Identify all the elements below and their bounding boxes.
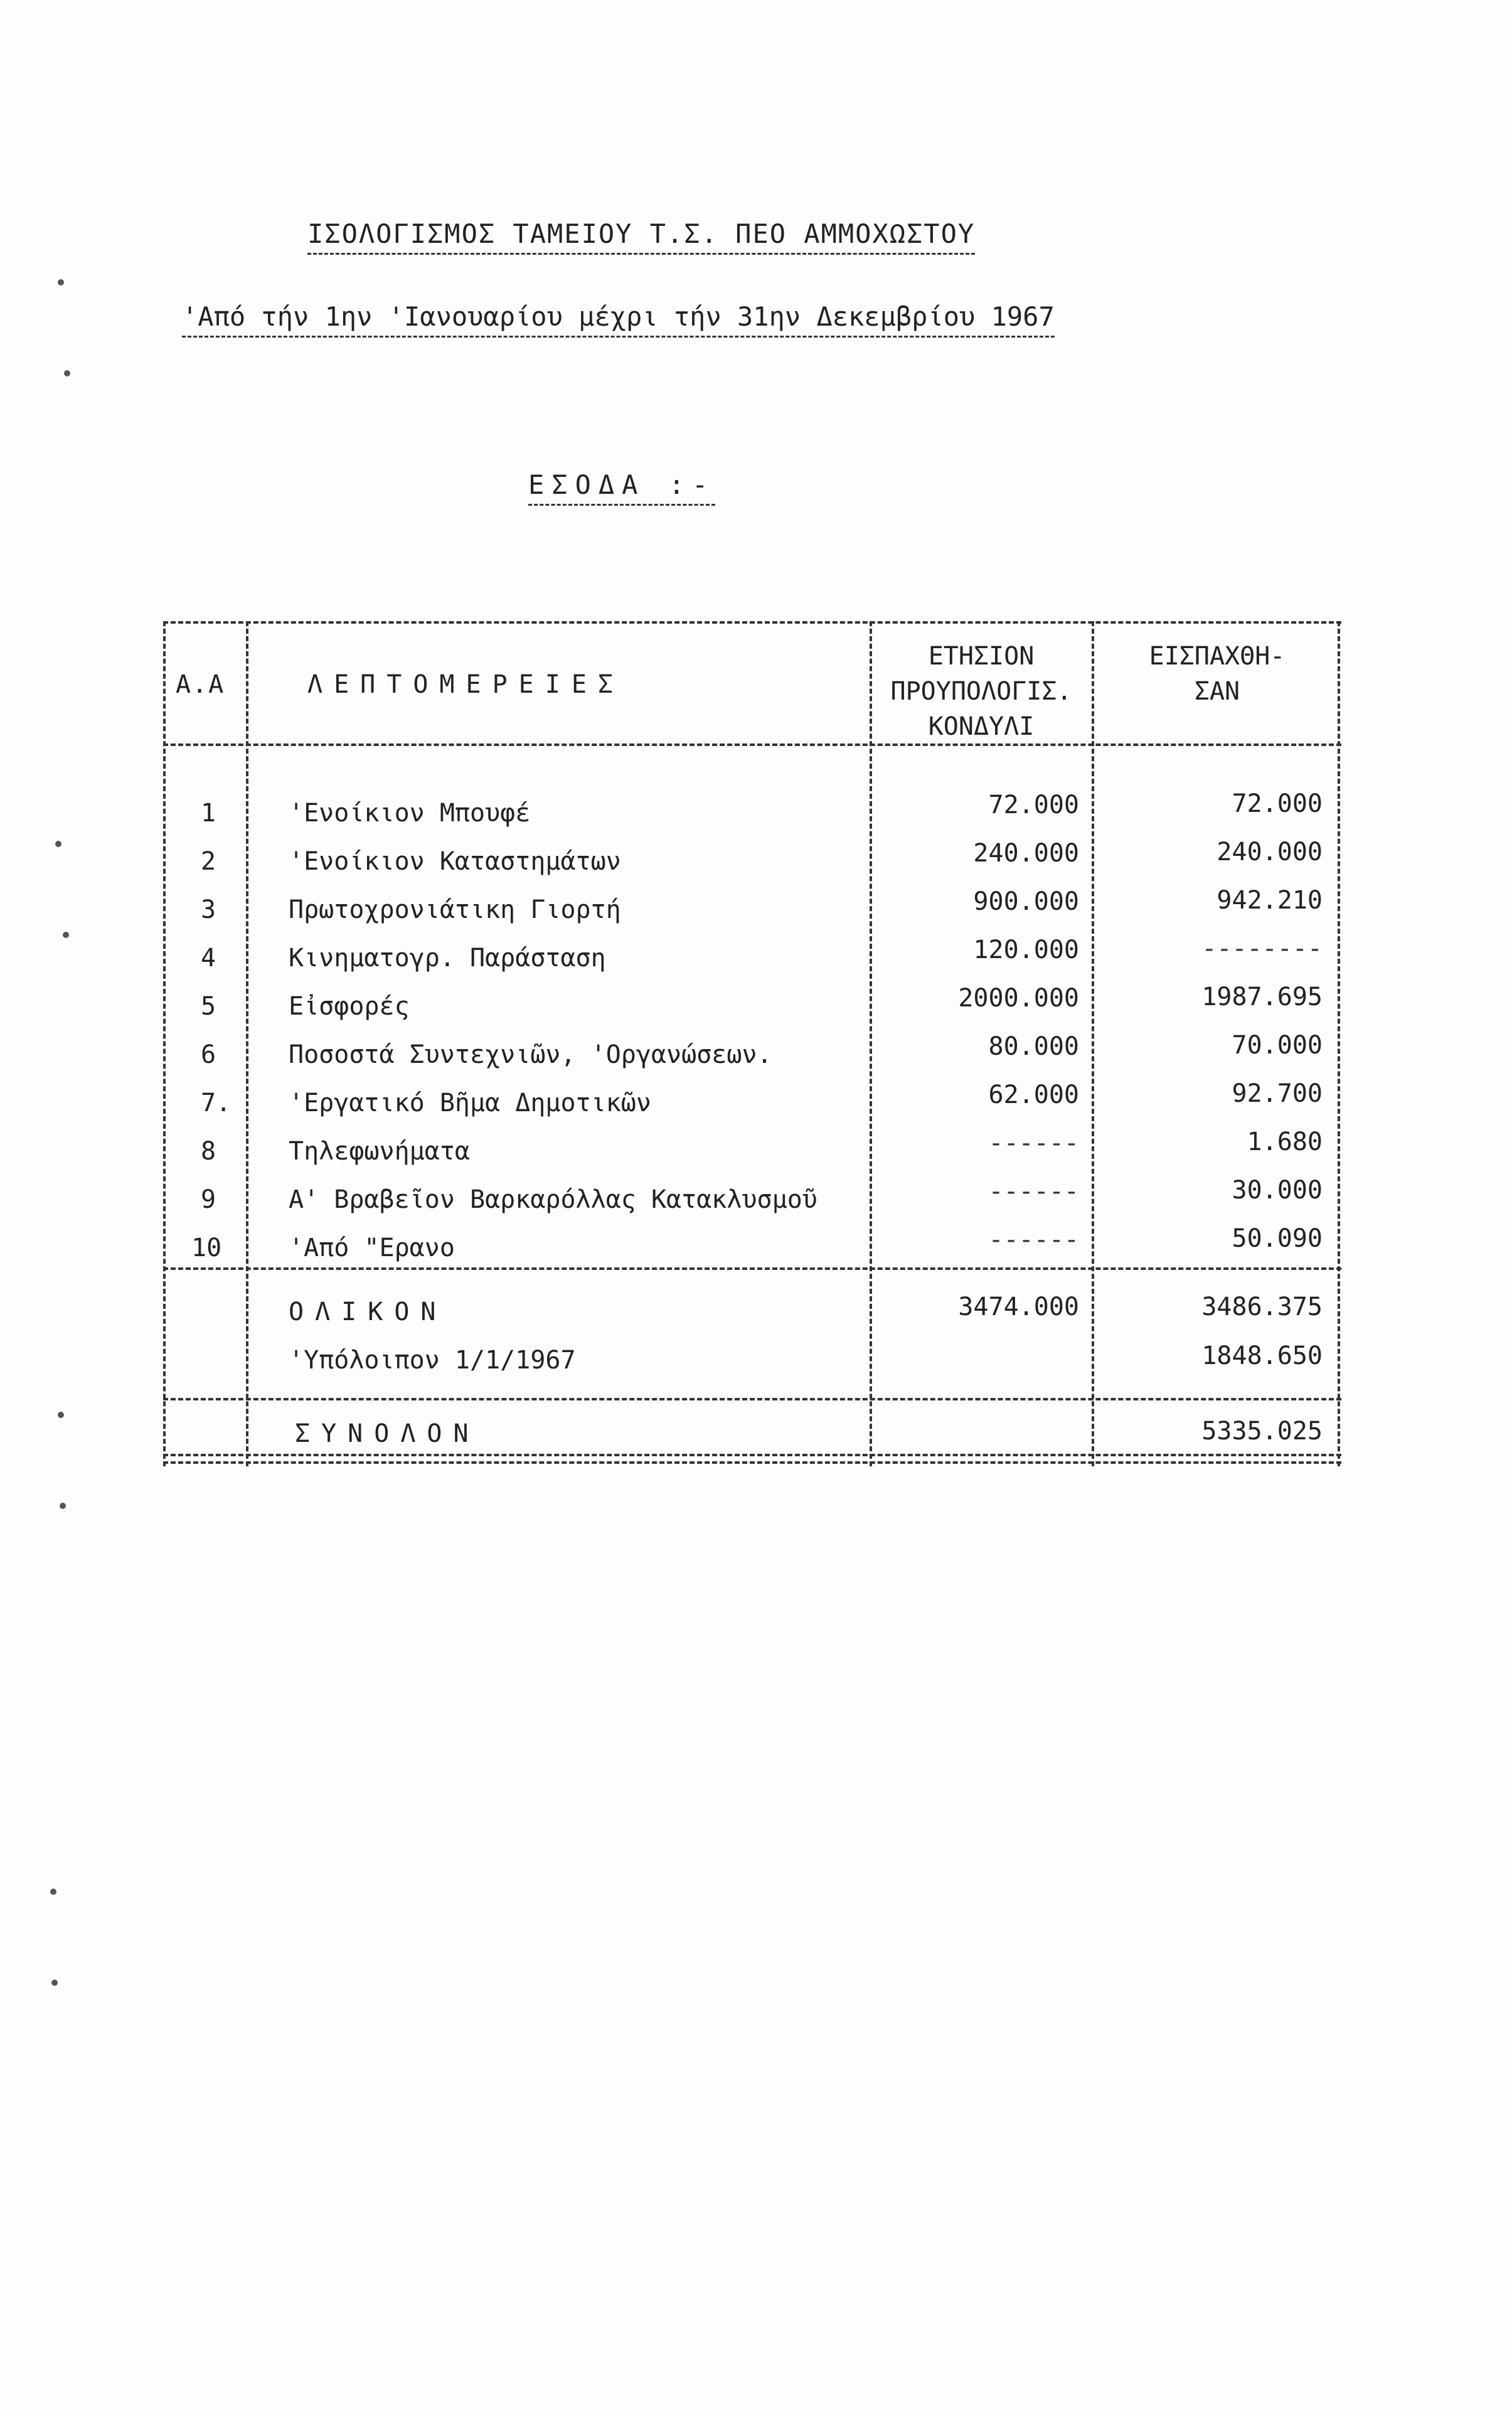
- balance-label: 'Υπόλοιπον 1/1/1967: [289, 1346, 576, 1375]
- income-table: [163, 621, 1341, 1466]
- col-header-collected-line: ΣΑΝ: [1194, 677, 1240, 706]
- table-rule: [163, 744, 1341, 746]
- row-number: 6: [201, 1040, 216, 1069]
- row-number: 5: [201, 992, 216, 1021]
- grand-total-label: ΣΥΝΟΛΟΝ: [295, 1419, 480, 1448]
- row-collected: 92.700: [1232, 1079, 1323, 1108]
- scan-speck: [50, 1889, 56, 1895]
- col-header-details: ΛΕΠΤΟΜΕΡΕΙΕΣ: [307, 670, 624, 699]
- row-description: 'Εργατικό Βῆμα Δημοτικῶν: [289, 1089, 651, 1117]
- row-collected: 50.090: [1232, 1224, 1323, 1253]
- row-collected: 72.000: [1232, 789, 1323, 818]
- row-number: 2: [201, 847, 216, 876]
- row-description: Εἰσφορές: [289, 992, 410, 1021]
- row-collected: 1987.695: [1201, 983, 1323, 1011]
- row-description: Τηλεφωνήματα: [289, 1137, 470, 1166]
- scan-speck: [58, 279, 64, 285]
- total-label: ΟΛΙΚΟΝ: [289, 1298, 447, 1326]
- row-budget: ------: [988, 1129, 1079, 1158]
- row-collected: 30.000: [1232, 1176, 1323, 1205]
- row-number: 10: [191, 1234, 222, 1262]
- row-number: 3: [201, 895, 216, 924]
- row-description: Ποσοστά Συντεχνιῶν, 'Οργανώσεων.: [289, 1040, 772, 1069]
- row-collected: --------: [1201, 934, 1323, 963]
- table-rule: [163, 621, 1341, 624]
- col-header-index: Α.Α: [176, 670, 225, 699]
- row-description: Κινηματογρ. Παράσταση: [289, 944, 606, 973]
- row-budget: 900.000: [973, 887, 1079, 916]
- table-rule: [163, 1267, 1341, 1270]
- table-rule: [1092, 621, 1094, 1466]
- row-description: 'Από "Ερανο: [289, 1234, 455, 1262]
- scan-speck: [60, 1503, 66, 1509]
- row-budget: 80.000: [988, 1032, 1079, 1061]
- scan-speck: [55, 841, 61, 847]
- row-budget: 240.000: [973, 839, 1079, 868]
- row-number: 7.: [201, 1089, 232, 1117]
- row-number: 9: [201, 1185, 216, 1214]
- balance-collected: 1848.650: [1201, 1341, 1323, 1370]
- table-rule: [163, 621, 166, 1466]
- section-heading: ΕΣΟΔΑ :-: [528, 469, 715, 506]
- row-number: 1: [201, 799, 216, 828]
- scan-speck: [51, 1980, 58, 1986]
- row-budget: ------: [988, 1225, 1079, 1254]
- col-header-budget: [875, 639, 1088, 744]
- row-description: 'Ενοίκιον Καταστημάτων: [289, 847, 621, 876]
- table-rule: [163, 1454, 1341, 1464]
- total-collected: 3486.375: [1201, 1293, 1323, 1321]
- row-number: 4: [201, 944, 216, 973]
- row-budget: 120.000: [973, 936, 1079, 964]
- row-description: Α' Βραβεῖον Βαρκαρόλλας Κατακλυσμοῦ: [289, 1185, 817, 1214]
- col-header-budget-line: ΠΡΟΥΠΟΛΟΓΙΣ.: [890, 677, 1072, 706]
- row-number: 8: [201, 1137, 216, 1166]
- document-title: ΙΣΟΛΟΓΙΣΜΟΣ ΤΑΜΕΙΟΥ Τ.Σ. ΠΕΟ ΑΜΜΟΧΩΣΤΟΥ: [307, 218, 975, 255]
- row-budget: 62.000: [988, 1080, 1079, 1109]
- col-header-collected: [1098, 639, 1336, 709]
- period-subtitle: 'Από τήν 1ην 'Ιανουαρίου μέχρι τήν 31ην Δεκεμβρίου 1967: [182, 301, 1055, 338]
- grand-total-collected: 5335.025: [1201, 1417, 1323, 1446]
- row-collected: 1.680: [1247, 1128, 1323, 1156]
- scan-speck: [64, 370, 70, 376]
- table-rule: [870, 621, 872, 1466]
- row-collected: 70.000: [1232, 1031, 1323, 1060]
- scan-speck: [63, 932, 69, 938]
- scan-speck: [58, 1412, 64, 1418]
- col-header-collected-line: ΕΙΣΠΑΧΘΗ-: [1149, 642, 1286, 671]
- row-collected: 240.000: [1217, 838, 1323, 866]
- col-header-budget-line: ΕΤΗΣΙΟΝ: [928, 642, 1035, 671]
- row-budget: ------: [988, 1177, 1079, 1206]
- row-description: Πρωτοχρονιάτικη Γιορτή: [289, 895, 621, 924]
- row-description: 'Ενοίκιον Μπουφέ: [289, 799, 531, 828]
- row-collected: 942.210: [1217, 886, 1323, 915]
- table-rule: [163, 1398, 1341, 1400]
- row-budget: 72.000: [988, 791, 1079, 819]
- table-rule: [1338, 621, 1340, 1466]
- col-header-budget-line: ΚΟΝΔΥΛΙ: [928, 712, 1035, 741]
- table-rule: [246, 621, 248, 1466]
- row-budget: 2000.000: [958, 984, 1079, 1013]
- total-budget: 3474.000: [958, 1293, 1079, 1321]
